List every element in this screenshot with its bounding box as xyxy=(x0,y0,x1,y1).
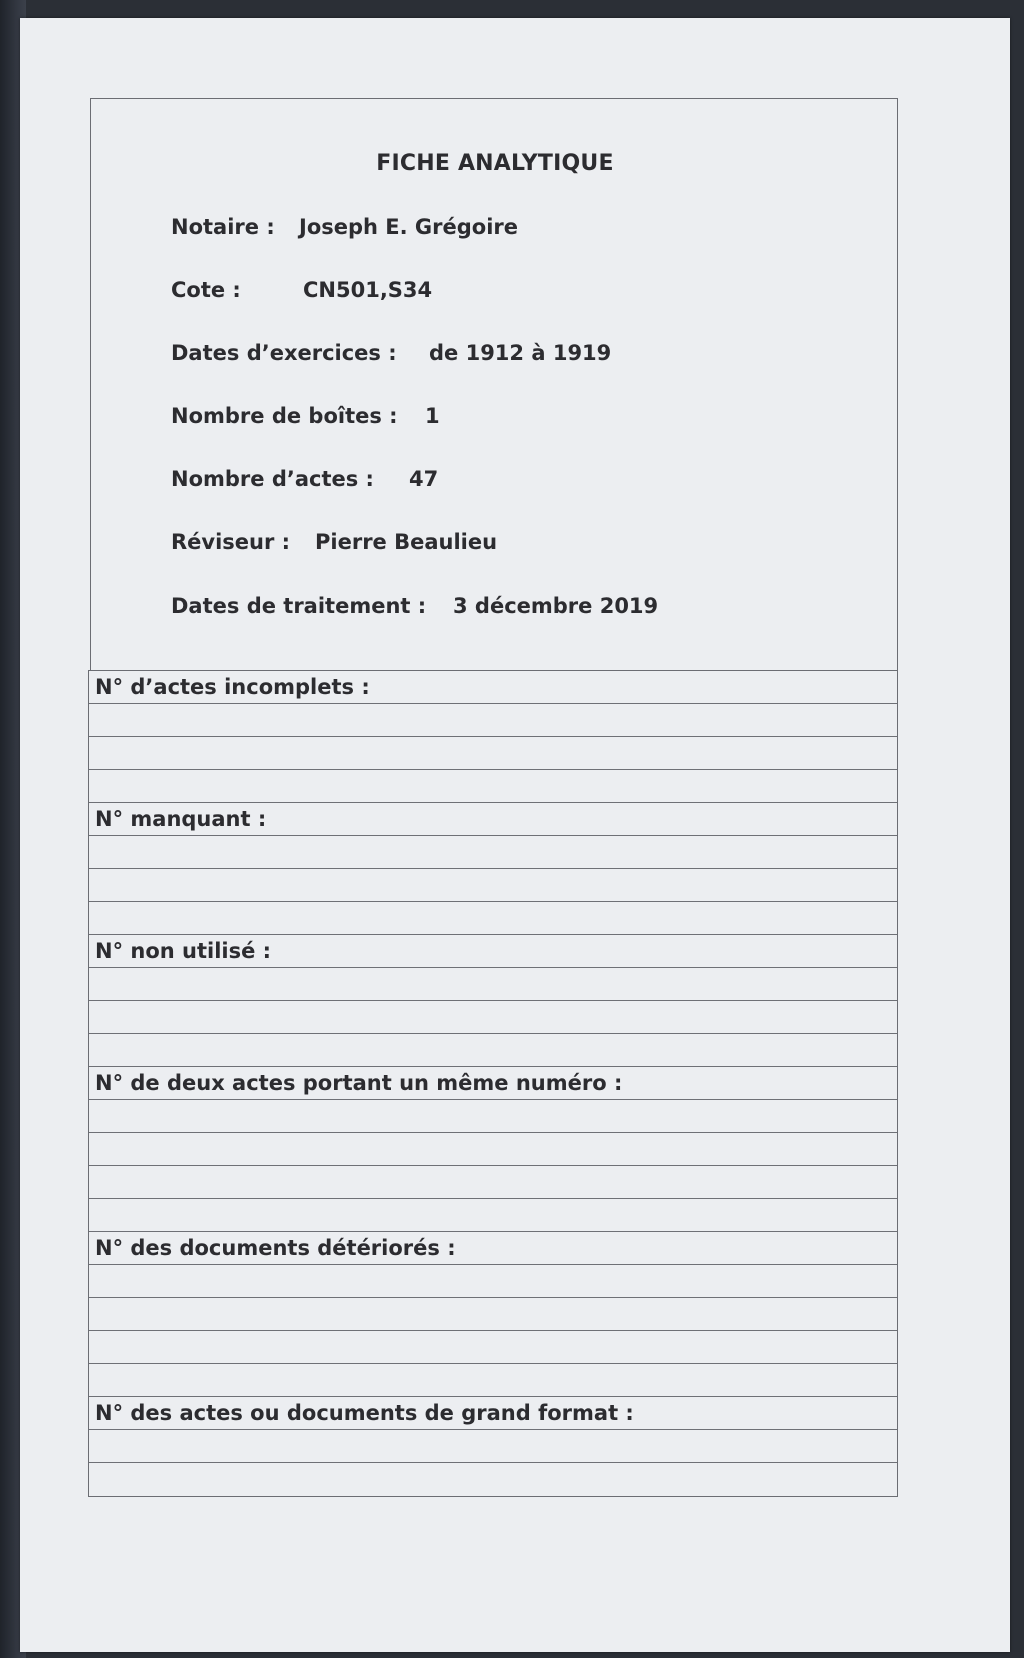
field-value: de 1912 à 1919 xyxy=(429,341,612,365)
document-title: FICHE ANALYTIQUE xyxy=(376,151,614,176)
field-cote xyxy=(171,278,433,302)
field-value: CN501,S34 xyxy=(303,278,433,302)
document-page xyxy=(20,18,1010,1652)
blank-line xyxy=(89,770,897,803)
blank-line xyxy=(89,968,897,1001)
field-label: Cote : xyxy=(171,278,241,302)
field-notaire xyxy=(171,215,519,239)
field-label: Nombre de boîtes : xyxy=(171,404,398,428)
section-header-non-utilise: N° non utilisé : xyxy=(89,935,897,968)
form-frame xyxy=(88,98,898,1508)
info-box xyxy=(90,98,898,670)
field-dates-exercices xyxy=(171,341,612,365)
section-header-actes-incomplets: N° d’actes incomplets : xyxy=(89,671,897,704)
blank-line xyxy=(89,836,897,869)
sections-table xyxy=(88,670,898,1497)
blank-line xyxy=(89,737,897,770)
blank-line xyxy=(89,1034,897,1067)
blank-line xyxy=(89,1331,897,1364)
field-value: 47 xyxy=(409,467,439,491)
field-value: 3 décembre 2019 xyxy=(453,594,659,618)
blank-line xyxy=(89,1463,897,1496)
blank-line xyxy=(89,1298,897,1331)
field-nombre-boites xyxy=(171,404,440,428)
field-value: 1 xyxy=(425,404,440,428)
field-label: Dates d’exercices : xyxy=(171,341,397,365)
field-reviseur xyxy=(171,530,498,554)
blank-line xyxy=(89,704,897,737)
section-header-manquant: N° manquant : xyxy=(89,803,897,836)
field-nombre-actes xyxy=(171,467,439,491)
field-label: Nombre d’actes : xyxy=(171,467,374,491)
field-value: Pierre Beaulieu xyxy=(315,530,498,554)
blank-line xyxy=(89,1133,897,1166)
section-header-grand-format: N° des actes ou documents de grand format : xyxy=(89,1397,897,1430)
blank-line xyxy=(89,1430,897,1463)
field-label: Réviseur : xyxy=(171,530,291,554)
blank-line xyxy=(89,1265,897,1298)
blank-line xyxy=(89,1001,897,1034)
blank-line xyxy=(89,1199,897,1232)
blank-line xyxy=(89,1364,897,1397)
field-value: Joseph E. Grégoire xyxy=(299,215,519,239)
blank-line xyxy=(89,1100,897,1133)
field-dates-traitement xyxy=(171,594,659,618)
section-header-documents-deteriores: N° des documents détériorés : xyxy=(89,1232,897,1265)
field-label: Notaire : xyxy=(171,215,275,239)
section-header-meme-numero: N° de deux actes portant un même numéro : xyxy=(89,1067,897,1100)
blank-line xyxy=(89,869,897,902)
blank-line xyxy=(89,902,897,935)
field-label: Dates de traitement : xyxy=(171,594,427,618)
blank-line xyxy=(89,1166,897,1199)
